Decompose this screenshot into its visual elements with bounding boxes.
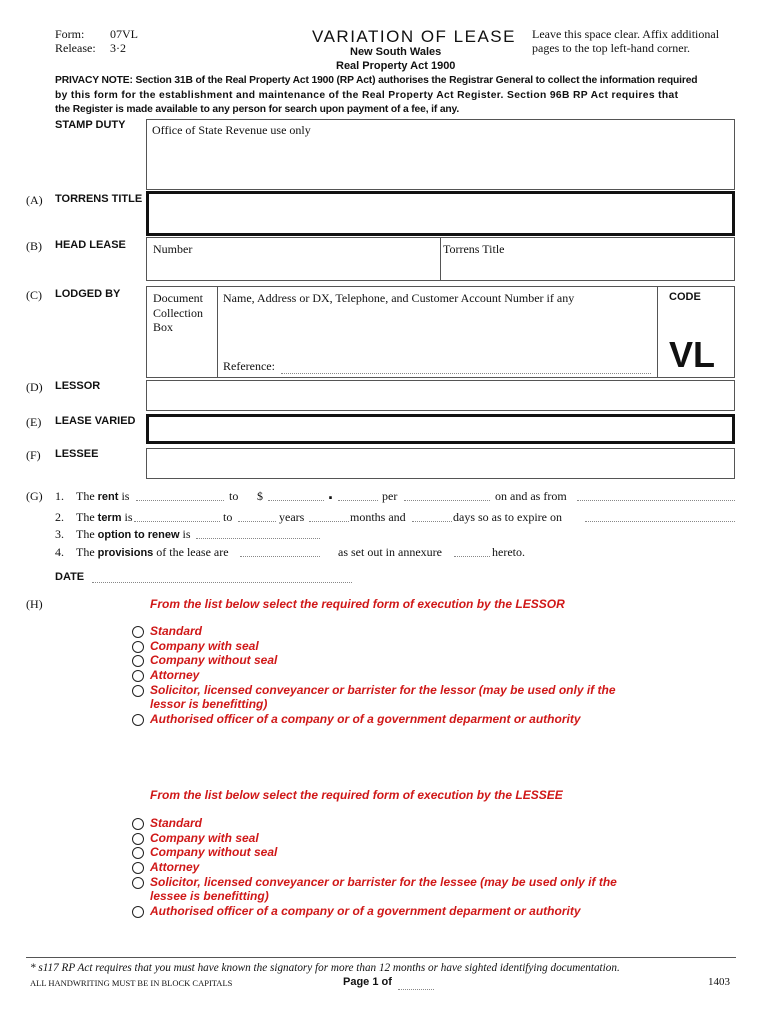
- lodged-by-label: LODGED BY: [55, 288, 121, 300]
- subtitle-state: New South Wales: [350, 46, 442, 58]
- section-g-letter: (G): [26, 489, 43, 503]
- form-code: 1403: [708, 976, 730, 988]
- lessor-radio-standard[interactable]: [132, 626, 144, 638]
- torrens-title-label: TORRENS TITLE: [55, 193, 143, 205]
- annexure-field[interactable]: [454, 556, 490, 557]
- doc-line2: Collection: [153, 305, 203, 320]
- doc-line1: Document: [153, 291, 203, 305]
- lessee-option-standard: Standard: [150, 816, 203, 830]
- provisions-annexure: as set out in annexure: [338, 545, 442, 559]
- privacy-line3: the Register is made available to any person for search upon payment of a fee, if any.: [55, 104, 460, 115]
- lessee-radio-company-seal[interactable]: [132, 833, 144, 845]
- lessee-field[interactable]: [146, 448, 735, 479]
- stamp-duty-box-text: Office of State Revenue use only: [152, 123, 311, 137]
- lessee-label: LESSEE: [55, 448, 99, 460]
- term-years-field[interactable]: [238, 521, 276, 522]
- lessee-radio-attorney[interactable]: [132, 862, 144, 874]
- rent-item-label: [76, 489, 129, 504]
- rent-per: per: [382, 489, 398, 503]
- privacy-note: [55, 74, 735, 118]
- lease-varied-label: LEASE VARIED: [55, 415, 136, 427]
- document-collection-box-label: [153, 291, 203, 335]
- provisions-hereto: hereto.: [492, 545, 525, 559]
- date-label: DATE: [55, 571, 85, 583]
- lodger-details-label: Name, Address or DX, Telephone, and Customer Account Number if any: [223, 291, 575, 305]
- lessor-option-authorised-officer: Authorised officer of a company or of a government deparment or authority: [150, 712, 581, 726]
- lodged-by-box[interactable]: [146, 286, 735, 378]
- stamp-duty-box: [146, 119, 735, 190]
- head-lease-divider: [440, 238, 441, 280]
- rent-to: to: [229, 489, 239, 503]
- section-b-letter: (B): [26, 239, 42, 253]
- lodged-by-divider-right: [657, 287, 658, 377]
- lessor-radio-authorised-officer[interactable]: [132, 714, 144, 726]
- term-pre: The: [76, 510, 98, 524]
- lessor-radio-company-no-seal[interactable]: [132, 655, 144, 667]
- privacy-line2: by this form for the establishment and maintenance of the Real Property Act Register. Section 96B RP Act requires that: [55, 89, 679, 101]
- section-e-letter: (E): [26, 415, 42, 429]
- code-value: VL: [669, 334, 716, 375]
- term-expiry-field[interactable]: [585, 521, 735, 522]
- renew-post: is: [179, 527, 191, 541]
- torrens-title-field[interactable]: [146, 191, 735, 236]
- term-days-field[interactable]: [412, 521, 452, 522]
- lessee-option-attorney: Attorney: [150, 860, 200, 874]
- reference-field[interactable]: [281, 373, 651, 374]
- lessor-option-solicitor-cont: lessor is benefitting): [150, 697, 268, 711]
- rent-pre: The: [76, 489, 98, 503]
- term-post: is: [121, 510, 133, 524]
- head-lease-label: HEAD LEASE: [55, 239, 126, 251]
- rent-from: on and as from: [495, 489, 567, 503]
- lessor-radio-company-seal[interactable]: [132, 641, 144, 653]
- option-to-renew-field[interactable]: [196, 538, 320, 539]
- lessor-execution-heading: From the list below select the required form of execution by the LESSOR: [150, 597, 565, 611]
- form-label: Form:: [55, 27, 85, 41]
- code-label: CODE: [669, 291, 701, 303]
- subtitle-act: Real Property Act 1900: [336, 60, 456, 72]
- term-to: to: [223, 510, 233, 524]
- lessor-radio-attorney[interactable]: [132, 670, 144, 682]
- provisions-item-number: 4.: [55, 545, 64, 559]
- renew-item-number: 3.: [55, 527, 64, 541]
- provisions-field[interactable]: [240, 556, 320, 557]
- page-title: VARIATION OF LEASE: [312, 27, 516, 46]
- term-bold: term: [97, 512, 122, 524]
- section-h-letter: (H): [26, 597, 43, 611]
- lessee-option-authorised-officer: Authorised officer of a company or of a government deparment or authority: [150, 904, 581, 918]
- lessor-option-solicitor: Solicitor, licensed conveyancer or barrister for the lessor (may be used only if the: [150, 683, 616, 697]
- form-value: 07VL: [110, 27, 138, 41]
- lodged-by-divider-left: [217, 287, 218, 377]
- head-lease-box[interactable]: [146, 237, 735, 281]
- clear-space-note-line2: pages to the top left-hand corner.: [532, 41, 690, 55]
- release-value: 3·2: [110, 41, 126, 55]
- renew-pre: The: [76, 527, 98, 541]
- head-lease-torrens-label: Torrens Title: [443, 242, 505, 256]
- rent-decimal-point: .: [328, 483, 334, 503]
- clear-space-note-line1: Leave this space clear. Affix additional: [532, 27, 720, 41]
- term-months-field[interactable]: [309, 521, 349, 522]
- term-item-label: [76, 510, 133, 525]
- lessee-option-solicitor-cont: lessee is benefitting): [150, 889, 269, 903]
- page-count-field[interactable]: [398, 989, 434, 990]
- privacy-line1: PRIVACY NOTE: Section 31B of the Real Property Act 1900 (RP Act) authorises the Registrar General to collect the information required: [55, 75, 698, 86]
- rent-period-field[interactable]: [404, 500, 490, 501]
- page-label: Page 1 of: [343, 976, 392, 988]
- provisions-item-label: [76, 545, 229, 560]
- lessee-option-solicitor: Solicitor, licensed conveyancer or barrister for the lessee (may be used only if the: [150, 875, 617, 889]
- rent-dollars-field[interactable]: [268, 500, 324, 501]
- stamp-duty-label: STAMP DUTY: [55, 119, 126, 131]
- section-d-letter: (D): [26, 380, 43, 394]
- head-lease-number-label: Number: [153, 242, 193, 256]
- rent-item-number: 1.: [55, 489, 64, 503]
- rent-cents-field[interactable]: [338, 500, 378, 501]
- lessee-option-company-seal: Company with seal: [150, 831, 259, 845]
- term-days: days so as to expire on: [453, 510, 562, 524]
- provisions-post: of the lease are: [153, 545, 229, 559]
- lessor-option-company-seal: Company with seal: [150, 639, 259, 653]
- lessee-radio-company-no-seal[interactable]: [132, 847, 144, 859]
- term-from-field[interactable]: [134, 521, 220, 522]
- rent-bold: rent: [97, 491, 119, 503]
- lessee-radio-authorised-officer[interactable]: [132, 906, 144, 918]
- lessor-option-attorney: Attorney: [150, 668, 200, 682]
- lessor-option-standard: Standard: [150, 624, 203, 638]
- lessee-radio-standard[interactable]: [132, 818, 144, 830]
- renew-bold: option to renew: [97, 529, 180, 541]
- section-c-letter: (C): [26, 288, 42, 302]
- provisions-bold: provisions: [97, 547, 154, 559]
- renew-item-label: [76, 527, 191, 542]
- section-f-letter: (F): [26, 448, 41, 462]
- rent-post: is: [118, 489, 130, 503]
- term-years: years: [279, 510, 305, 524]
- lessor-radio-solicitor[interactable]: [132, 685, 144, 697]
- doc-line3: Box: [153, 320, 174, 334]
- date-field[interactable]: [92, 582, 352, 583]
- lessor-field[interactable]: [146, 380, 735, 411]
- reference-label: Reference:: [223, 359, 275, 373]
- section-a-letter: (A): [26, 193, 43, 207]
- lessor-option-company-no-seal: Company without seal: [150, 653, 278, 667]
- term-months: months and: [350, 510, 406, 524]
- handwriting-note: ALL HANDWRITING MUST BE IN BLOCK CAPITALS: [30, 978, 233, 988]
- lessee-radio-solicitor[interactable]: [132, 877, 144, 889]
- term-item-number: 2.: [55, 510, 64, 524]
- lessee-option-company-no-seal: Company without seal: [150, 845, 278, 859]
- rent-start-date-field[interactable]: [577, 500, 735, 501]
- rent-dollar: $: [257, 489, 263, 503]
- lessor-label: LESSOR: [55, 380, 101, 392]
- lessee-execution-heading: From the list below select the required form of execution by the LESSEE: [150, 788, 563, 802]
- release-label: Release:: [55, 41, 96, 55]
- provisions-pre: The: [76, 545, 98, 559]
- footer-note: * s117 RP Act requires that you must have known the signatory for more than 12 months or have sighted identifying documentation.: [30, 962, 620, 974]
- lease-varied-field[interactable]: [146, 414, 735, 444]
- footer-divider: [26, 957, 736, 958]
- rent-amount-field[interactable]: [136, 500, 224, 501]
